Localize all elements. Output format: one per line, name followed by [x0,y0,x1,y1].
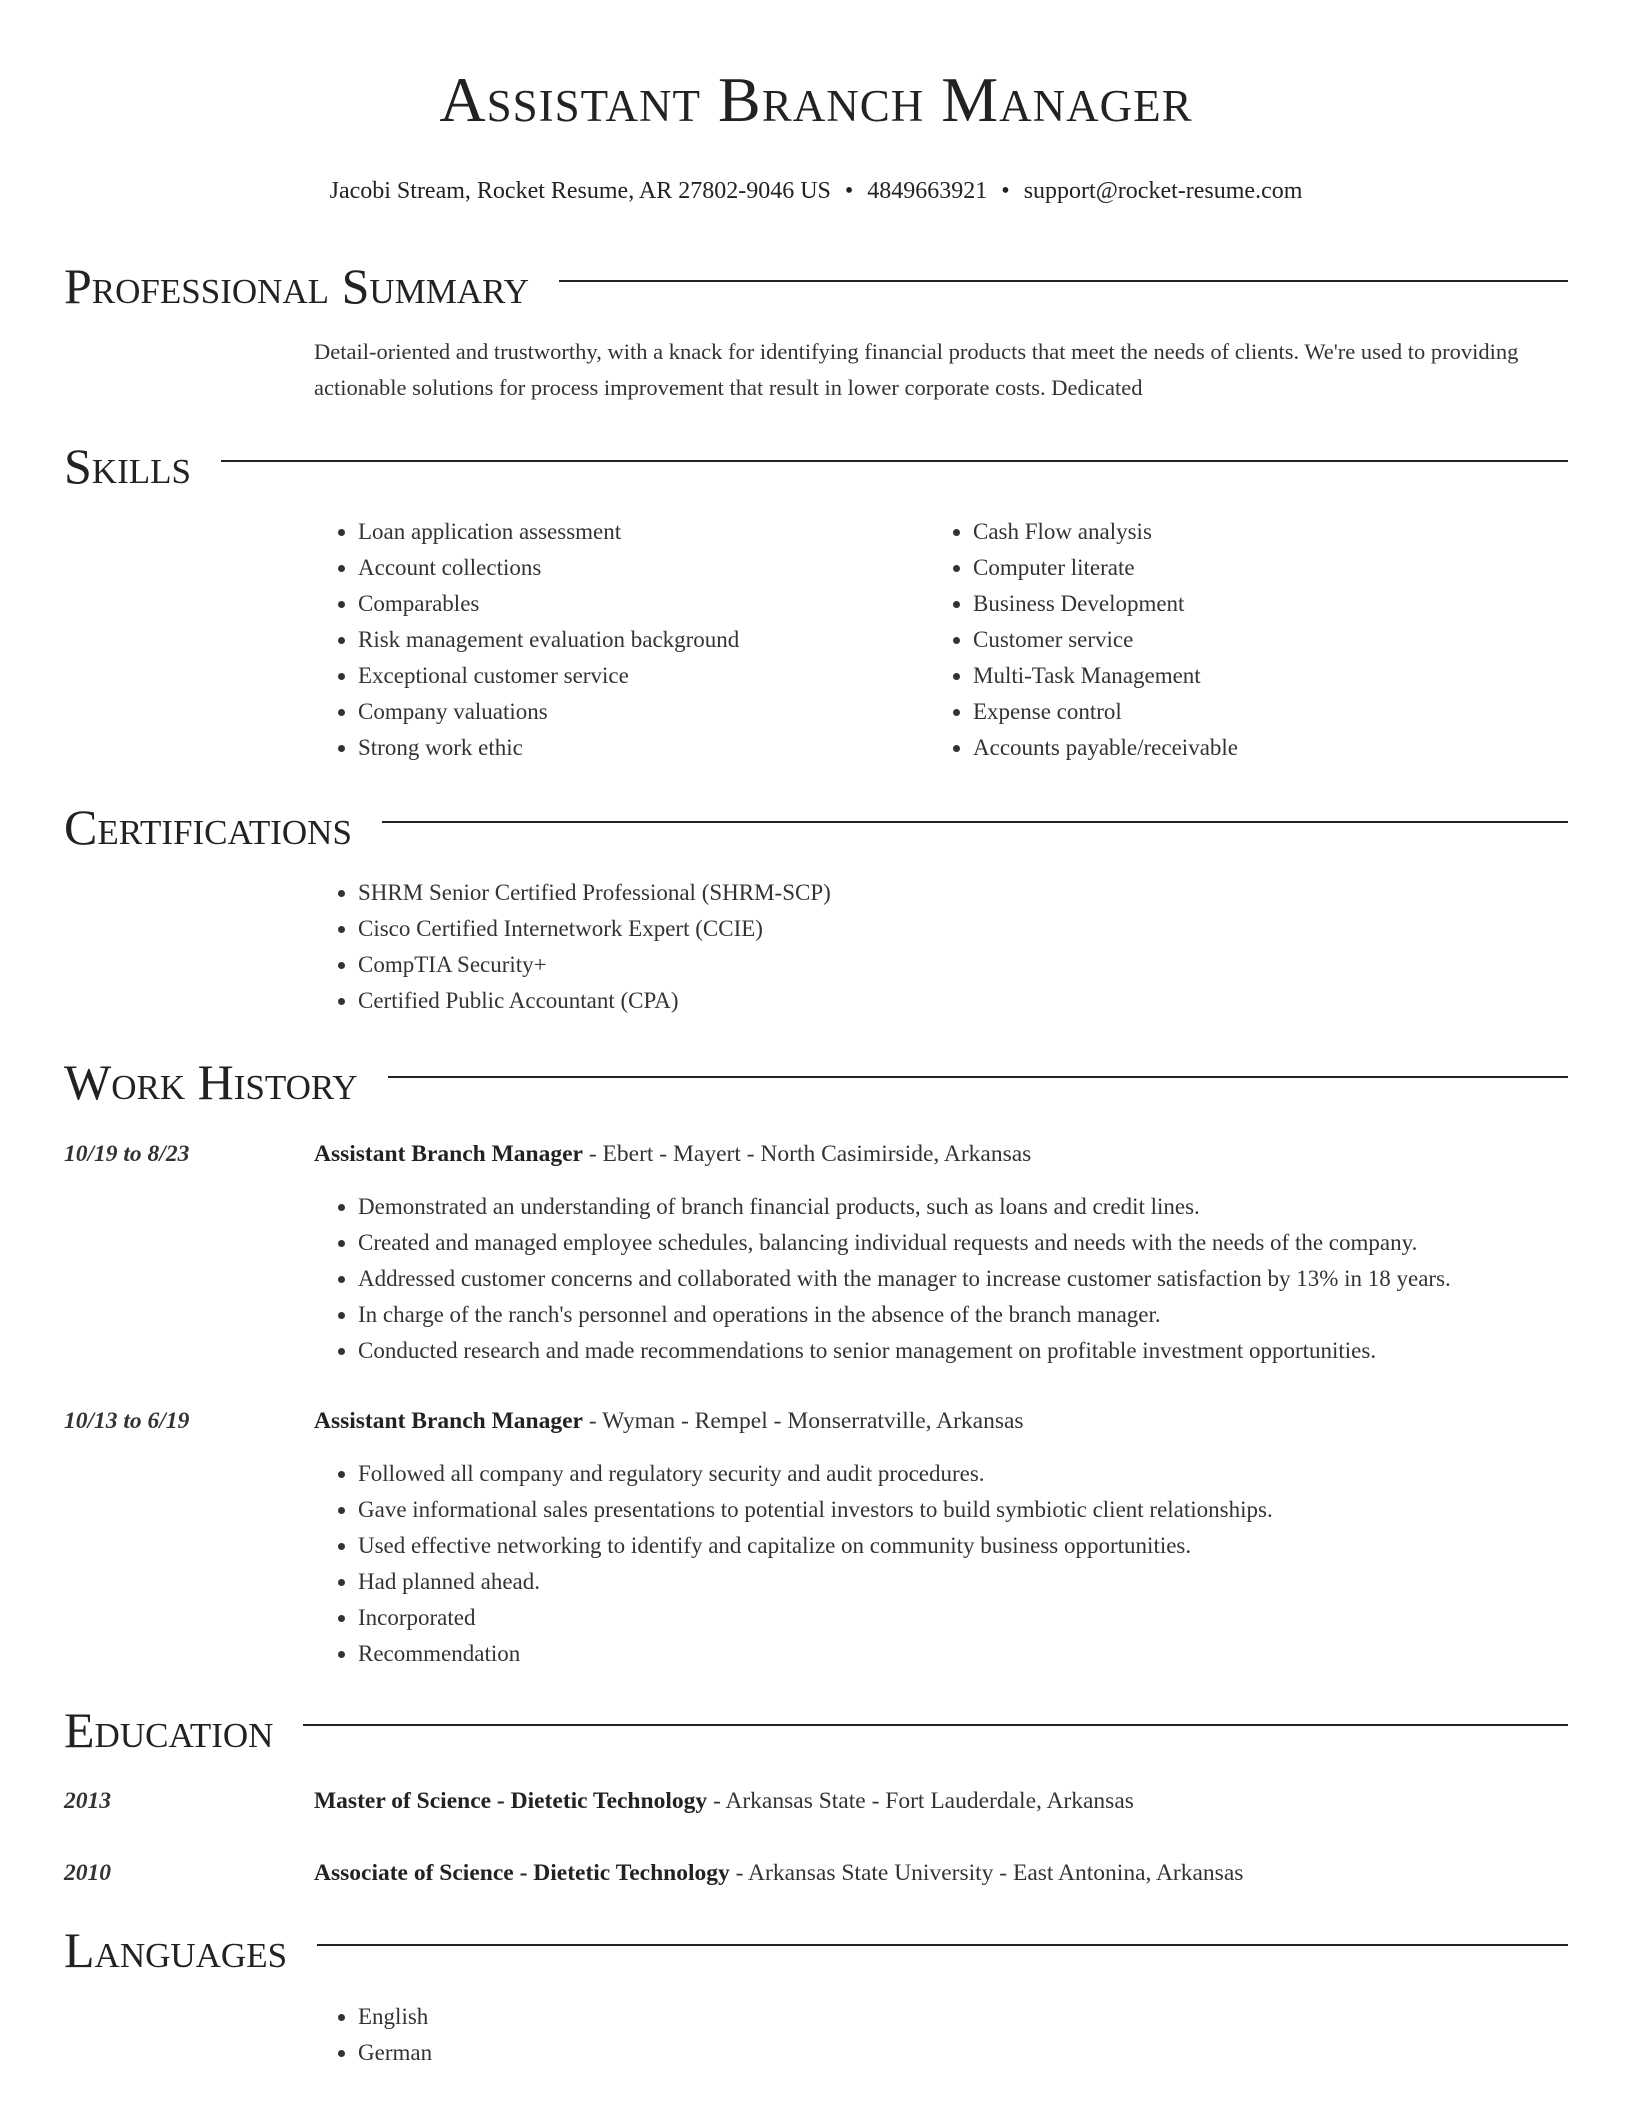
job-bullet: • Conducted research and made recommendations to senior management on profitable investment opportunities. [358,1333,1612,1369]
contact-email: support@rocket-resume.com [1023,178,1303,204]
job-title: Assistant Branch Manager [314,1408,583,1434]
certifications-heading-text: Certifications [64,799,352,855]
certifications-heading [64,797,1568,857]
section-divider [303,1724,1568,1726]
job-dates: 10/13 to 6/19 [64,1408,190,1434]
skill-item: • Business Development [973,586,1603,622]
skill-item: • Customer service [973,622,1603,658]
skills-list-left [314,514,928,766]
summary-heading [64,256,1568,316]
job-heading [314,1136,1568,1172]
skill-item: • Company valuations [358,694,928,730]
summary-heading-text: Professional Summary [64,258,529,314]
skill-item: • Multi-Task Management [973,658,1603,694]
job-details: - Ebert - Mayert - North Casimirside, Arkansas [582,1141,1032,1167]
skill-item: • Strong work ethic [358,730,928,766]
section-divider [388,1076,1568,1078]
job-title: Assistant Branch Manager [314,1141,583,1167]
job-heading [314,1403,1568,1439]
job-details: - Wyman - Rempel - Monserratville, Arkansas [582,1408,1024,1434]
education-details: - Arkansas State - Fort Lauderdale, Arkansas [707,1788,1134,1814]
skill-item: • Cash Flow analysis [973,514,1603,550]
education-details: - Arkansas State University - East Antonina, Arkansas [729,1860,1244,1886]
languages-heading-text: Languages [64,1922,288,1978]
skills-list-right [929,514,1603,766]
job-bullets [314,1189,1612,1369]
skill-item: • Risk management evaluation background [358,622,928,658]
skill-item: • Computer literate [973,550,1603,586]
skill-item: • Accounts payable/receivable [973,730,1603,766]
contact-separator: • [1001,178,1010,204]
certifications-list [314,875,1612,1019]
language-item: • English [358,1999,1612,2035]
skill-item: • Comparables [358,586,928,622]
work-history-heading [64,1052,1568,1112]
skills-heading-text: Skills [64,438,191,494]
certification-item: • SHRM Senior Certified Professional (SHRM-SCP) [358,875,1612,911]
languages-list [314,1999,1612,2071]
education-entry [314,1783,1568,1819]
work-history-heading-text: Work History [64,1054,358,1110]
section-divider [317,1944,1568,1946]
job-bullet: • Recommendation [358,1636,1612,1672]
languages-heading [64,1920,1568,1980]
certification-item: • CompTIA Security+ [358,947,1612,983]
job-dates: 10/19 to 8/23 [64,1141,190,1167]
job-bullet: • Created and managed employee schedules, balancing individual requests and needs with the needs of the company. [358,1225,1612,1261]
job-bullet: • Incorporated [358,1600,1612,1636]
job-bullet: • Had planned ahead. [358,1564,1612,1600]
contact-address: Jacobi Stream, Rocket Resume, AR 27802-9046 US [329,178,831,204]
skill-item: • Expense control [973,694,1603,730]
job-bullet: • In charge of the ranch's personnel and operations in the absence of the branch manager. [358,1297,1612,1333]
section-divider [221,460,1568,462]
skills-heading [64,436,1568,496]
education-heading-text: Education [64,1702,274,1758]
skill-item: • Exceptional customer service [358,658,928,694]
contact-phone: 4849663921 [867,178,988,204]
section-divider [559,280,1568,282]
education-heading [64,1700,1568,1760]
contact-line [0,176,1632,206]
certification-item: • Cisco Certified Internetwork Expert (CCIE) [358,911,1612,947]
education-year: 2013 [64,1788,111,1814]
education-degree: Master of Science - Dietetic Technology [314,1788,708,1814]
education-year: 2010 [64,1860,111,1886]
job-bullet: • Demonstrated an understanding of branch financial products, such as loans and credit lines. [358,1189,1612,1225]
job-bullet: • Followed all company and regulatory security and audit procedures. [358,1456,1612,1492]
skill-item: • Loan application assessment [358,514,928,550]
certification-item: • Certified Public Accountant (CPA) [358,983,1612,1019]
summary-text: Detail-oriented and trustworthy, with a knack for identifying financial products that meet the needs of clients. We're used to providing actionable solutions for process improvement that result in lower corporate costs. Dedicated [314,339,1519,400]
skill-item: • Account collections [358,550,928,586]
job-bullets [314,1456,1612,1672]
job-bullet: • Gave informational sales presentations to potential investors to build symbiotic client relationships. [358,1492,1612,1528]
job-bullet: • Used effective networking to identify and capitalize on community business opportunities. [358,1528,1612,1564]
job-bullet: • Addressed customer concerns and collaborated with the manager to increase customer satisfaction by 13% in 18 years. [358,1261,1612,1297]
section-divider [382,821,1568,823]
education-degree: Associate of Science - Dietetic Technology [314,1860,730,1886]
contact-separator: • [844,178,854,204]
candidate-name: Assistant Branch Manager [439,64,1193,135]
language-item: • German [358,2035,1612,2071]
education-entry [314,1855,1568,1891]
